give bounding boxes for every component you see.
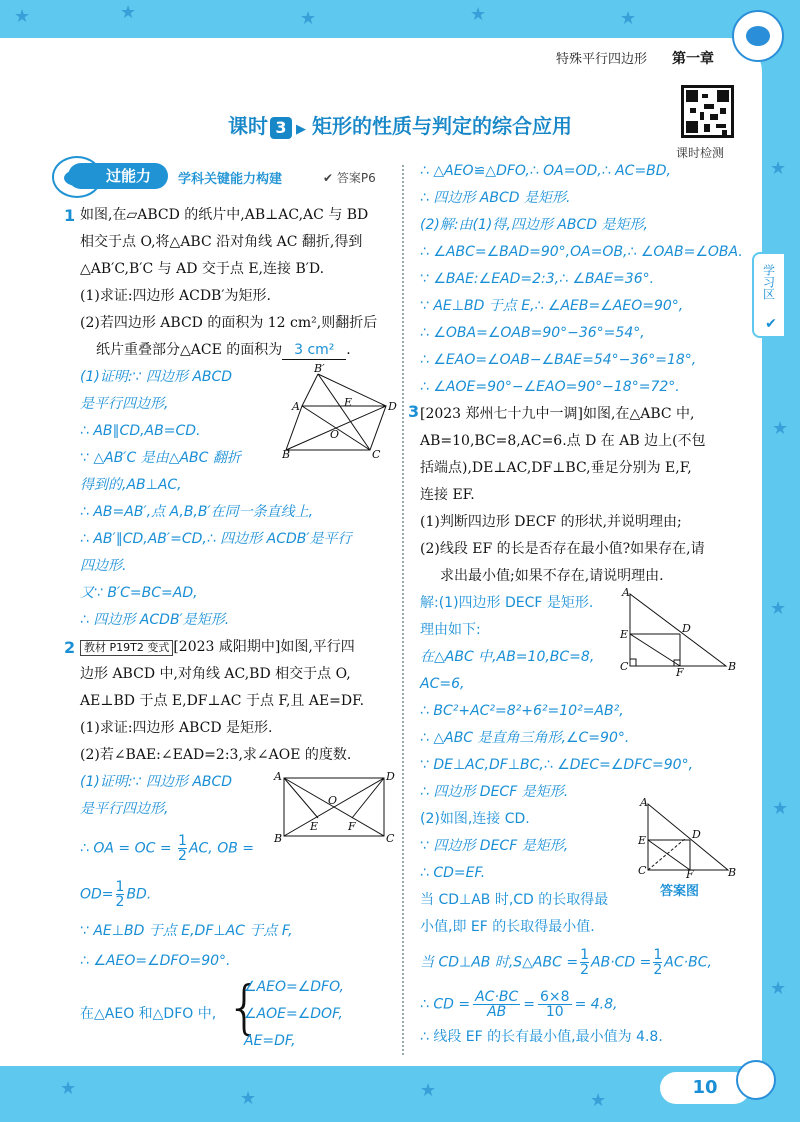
svg-text:E: E bbox=[310, 820, 319, 833]
star-decoration: ★ bbox=[240, 1088, 257, 1109]
star-decoration: ★ bbox=[14, 6, 31, 27]
svg-text:C: C bbox=[638, 864, 647, 877]
svg-text:C: C bbox=[372, 448, 381, 458]
q3-answer-line: (2)如图,连接 CD. bbox=[420, 811, 530, 827]
q2-line-text: [2023 咸阳期中]如图,平行四 bbox=[173, 639, 355, 655]
svg-text:D: D bbox=[692, 828, 701, 841]
system-line: ∠AOE=∠DOF, bbox=[244, 1006, 343, 1022]
triangle-icon: ▶ bbox=[296, 122, 306, 137]
figure-caption: 答案图 bbox=[660, 884, 700, 899]
brace-symbol: { bbox=[226, 973, 263, 1041]
q3-answer-line: ∴ CD=EF. bbox=[420, 865, 486, 881]
fraction-half bbox=[178, 834, 187, 863]
question-number: 1 bbox=[64, 206, 76, 225]
q3-answer-line: ∴ △ABC 是直角三角形,∠C=90°. bbox=[420, 730, 630, 746]
qr-label: 课时检测 bbox=[676, 146, 725, 160]
svg-text:A: A bbox=[274, 770, 282, 783]
star-decoration: ★ bbox=[420, 1080, 437, 1101]
q2-line: (1)求证:四边形 ABCD 是矩形. bbox=[80, 720, 273, 736]
textbook-tag: 教材 P19T2 变式 bbox=[80, 640, 173, 656]
star-decoration: ★ bbox=[770, 598, 787, 619]
answer-reference: ✔ 答案P6 bbox=[323, 171, 376, 185]
star-decoration: ★ bbox=[300, 8, 317, 29]
page-title bbox=[0, 110, 800, 139]
fraction-numerator: 1 bbox=[580, 947, 589, 963]
q3-answer-text: 当 CD⊥AB 时,S△ABC = bbox=[420, 954, 579, 971]
q2-rectangle-figure bbox=[270, 768, 398, 844]
q3-line: 求出最小值;如果不存在,请说明理由. bbox=[440, 568, 664, 584]
svg-text:D: D bbox=[388, 400, 397, 413]
svg-text:B: B bbox=[728, 866, 737, 878]
q2-answer-line: ∵ AE⊥BD 于点 E,DF⊥AC 于点 F, bbox=[80, 923, 293, 939]
q3-answer-line: ∴ 四边形 DECF 是矩形. bbox=[420, 784, 569, 800]
page-number: 10 bbox=[660, 1072, 750, 1104]
q1-answer-line: ∴ AB∥CD,AB=CD. bbox=[80, 423, 201, 439]
q3-answer-line: ∴ 线段 EF 的长有最小值,最小值为 4.8. bbox=[420, 1029, 663, 1045]
q3-answer-line: 小值,即 EF 的长取得最小值. bbox=[420, 919, 595, 935]
q2-answer-line bbox=[80, 880, 151, 909]
q2-line: (2)若∠BAE:∠EAD=2:3,求∠AOE 的度数. bbox=[80, 747, 352, 763]
q3-answer-text: ∴ CD = bbox=[420, 996, 471, 1013]
qr-code-icon[interactable] bbox=[681, 85, 734, 138]
ability-badge: 过能力 bbox=[68, 163, 168, 189]
q3-line: 括端点),DE⊥AC,DF⊥BC,垂足分别为 E,F, bbox=[420, 460, 692, 476]
fraction-denominator: 2 bbox=[653, 962, 663, 978]
q3-answer-line: ∴ BC²+AC²=8²+6²=10²=AB², bbox=[420, 703, 624, 719]
svg-text:E: E bbox=[620, 628, 629, 641]
fraction-half bbox=[653, 948, 662, 977]
title-prefix: 课时 bbox=[228, 114, 268, 138]
fraction-half bbox=[116, 880, 125, 909]
q2-line: 边形 ABCD 中,对角线 AC,BD 相交于点 O, bbox=[80, 666, 351, 682]
q1-line: 如图,在▱ABCD 的纸片中,AB⊥AC,AC 与 BD bbox=[80, 207, 369, 223]
q3-answer-line: ∵ DE⊥AC,DF⊥BC,∴ ∠DEC=∠DFC=90°, bbox=[420, 757, 694, 773]
svg-text:F: F bbox=[348, 820, 356, 833]
star-decoration: ★ bbox=[470, 4, 487, 25]
q1-answer-line: ∴ AB′∥CD,AB′=CD,∴ 四边形 ACDB′是平行 bbox=[80, 531, 352, 547]
mascot-icon bbox=[736, 1060, 776, 1100]
check-icon: ✔ bbox=[763, 316, 779, 332]
svg-text:F: F bbox=[676, 666, 684, 676]
q1-answer-line: 得到的,AB⊥AC, bbox=[80, 477, 182, 493]
svg-text:C: C bbox=[386, 832, 395, 844]
q1-line: 相交于点 O,将△ABC 沿对角线 AC 翻折,得到 bbox=[80, 234, 363, 250]
q1-line: (1)求证:四边形 ACDB′为矩形. bbox=[80, 288, 271, 304]
q3-answer-text: = 4.8, bbox=[574, 996, 618, 1013]
star-decoration: ★ bbox=[772, 798, 789, 819]
star-decoration: ★ bbox=[60, 1078, 77, 1099]
answer-reference-text: 答案P6 bbox=[336, 171, 376, 185]
star-decoration: ★ bbox=[772, 418, 789, 439]
system-line: AE=DF, bbox=[244, 1033, 296, 1049]
q2-answer-text: BD. bbox=[126, 886, 152, 903]
q3-line: (2)线段 EF 的长是否存在最小值?如果存在,请 bbox=[420, 541, 705, 557]
svg-text:D: D bbox=[682, 622, 691, 635]
svg-text:C: C bbox=[620, 660, 629, 673]
q3-answer-line: AC=6, bbox=[420, 676, 465, 692]
side-tab-label: 学习区 bbox=[761, 264, 776, 300]
q2-answer-text: AC, OB = bbox=[188, 840, 254, 857]
fraction-denominator: 2 bbox=[115, 894, 125, 910]
star-decoration: ★ bbox=[770, 978, 787, 999]
q2-continued-line: ∴ △AEO≌△DFO,∴ OA=OD,∴ AC=BD, bbox=[420, 163, 672, 179]
fraction-cd bbox=[473, 990, 520, 1019]
q1-answer-line: ∵ △AB′C 是由△ABC 翻折 bbox=[80, 450, 241, 466]
q2-continued-line: ∴ ∠OBA=∠OAB=90°−36°=54°, bbox=[420, 325, 645, 341]
q3-line: [2023 郑州七十九中一调]如图,在△ABC 中, bbox=[420, 406, 695, 422]
q1-answer-line: (1)证明:∵ 四边形 ABCD bbox=[80, 369, 233, 385]
q3-answer-line: 解:(1)四边形 DECF 是矩形. bbox=[420, 595, 594, 611]
q3-answer-text: AC·BC, bbox=[664, 954, 712, 971]
q2-continued-line: ∵ ∠BAE:∠EAD=2:3,∴ ∠BAE=36°. bbox=[420, 271, 655, 287]
q1-line: 纸片重叠部分△ACE 的面积为 3 cm² . bbox=[96, 342, 351, 358]
svg-text:F: F bbox=[686, 868, 694, 878]
fraction-numerator: AC·BC bbox=[475, 989, 519, 1005]
star-decoration: ★ bbox=[770, 158, 787, 179]
q3-answer-line: ∵ 四边形 DECF 是矩形, bbox=[420, 838, 569, 854]
svg-text:E: E bbox=[638, 834, 647, 847]
question-number: 2 bbox=[64, 638, 76, 657]
fraction-denominator: 2 bbox=[178, 848, 187, 864]
column-divider bbox=[402, 165, 404, 1055]
q2-answer-text: OD= bbox=[80, 886, 114, 903]
svg-text:A: A bbox=[640, 798, 648, 809]
svg-text:A: A bbox=[292, 400, 300, 413]
q3-answer-text: AB·CD = bbox=[591, 954, 652, 971]
star-decoration: ★ bbox=[120, 2, 137, 23]
q1-line: △AB′C,B′C 与 AD 交于点 E,连接 B′D. bbox=[80, 261, 325, 277]
svg-text:B: B bbox=[274, 832, 283, 844]
fraction-denominator: AB bbox=[487, 1004, 507, 1020]
q1-parallelogram-figure bbox=[282, 362, 400, 458]
q2-line bbox=[80, 638, 355, 656]
q2-continued-line: ∵ AE⊥BD 于点 E,∴ ∠AEB=∠AEO=90°, bbox=[420, 298, 684, 314]
fraction-denominator: 2 bbox=[580, 962, 589, 978]
svg-text:A: A bbox=[622, 588, 630, 599]
svg-text:D: D bbox=[386, 770, 395, 783]
q3-answer-figure bbox=[634, 798, 738, 878]
q2-continued-line: ∴ ∠AOE=90°−∠EAO=90°−18°=72°. bbox=[420, 379, 680, 395]
fraction-numerator: 6×8 bbox=[540, 989, 570, 1005]
q3-answer-line bbox=[420, 948, 712, 977]
q2-answer-line: ∴ ∠AEO=∠DFO=90°. bbox=[80, 953, 231, 969]
fraction-numerator: 1 bbox=[115, 879, 125, 895]
q2-continued-line: (2)解:由(1)得,四边形 ABCD 是矩形, bbox=[420, 217, 648, 233]
system-line: ∠AEO=∠DFO, bbox=[244, 979, 345, 995]
fraction-numerator: 1 bbox=[178, 833, 187, 849]
title-number: 3 bbox=[270, 117, 292, 139]
svg-text:O: O bbox=[328, 794, 338, 807]
q3-answer-line: 理由如下: bbox=[420, 622, 481, 638]
q1-line: (2)若四边形 ABCD 的面积为 12 cm²,则翻折后 bbox=[80, 315, 378, 331]
q2-answer-line: (1)证明:∵ 四边形 ABCD bbox=[80, 774, 233, 790]
svg-text:B′: B′ bbox=[314, 362, 325, 375]
q3-answer-line: ∴ CD = $\frac{AC\cdot BC}{AB}$ = $\frac{6\times 8}{10}$ = 4.8, bbox=[420, 989, 618, 1020]
q1-answer-line: 四边形. bbox=[80, 558, 127, 574]
svg-text:B: B bbox=[282, 448, 291, 458]
q3-line: 连接 EF. bbox=[420, 487, 475, 503]
star-decoration: ★ bbox=[590, 1090, 607, 1111]
q1-answer-line: 又∵ B′C=BC=AD, bbox=[80, 585, 198, 601]
question-number: 3 bbox=[408, 402, 420, 421]
fraction-value bbox=[538, 990, 572, 1019]
q2-continued-line: ∴ ∠EAO=∠OAB−∠BAE=54°−36°=18°, bbox=[420, 352, 697, 368]
q2-answer-line: 在△AEO 和△DFO 中, bbox=[80, 1006, 217, 1022]
q3-answer-line: 当 CD⊥AB 时,CD 的长取得最 bbox=[420, 892, 609, 908]
svg-text:O: O bbox=[330, 428, 340, 441]
svg-text:B: B bbox=[728, 660, 737, 673]
header-section: 特殊平行四边形 bbox=[556, 52, 648, 67]
q2-continued-line: ∴ 四边形 ABCD 是矩形. bbox=[420, 190, 571, 206]
title-text: 矩形的性质与判定的综合应用 bbox=[312, 114, 572, 138]
header-chapter: 第一章 bbox=[672, 51, 714, 67]
q1-answer-line: ∴ AB=AB′,点 A,B,B′在同一条直线上, bbox=[80, 504, 314, 520]
q2-answer-text: ∴ OA = OC = bbox=[80, 840, 177, 857]
q3-answer-line: 在△ABC 中,AB=10,BC=8, bbox=[420, 649, 595, 665]
q1-answer-line: ∴ 四边形 ACDB′是矩形. bbox=[80, 612, 230, 628]
q2-line: AE⊥BD 于点 E,DF⊥AC 于点 F,且 AE=DF. bbox=[80, 693, 365, 709]
q1-line-text: 纸片重叠部分△ACE 的面积为 bbox=[96, 342, 283, 358]
fraction-half bbox=[580, 948, 589, 977]
banner-subtitle: 学科关键能力构建 bbox=[178, 172, 283, 187]
answer-blank: 3 cm² bbox=[282, 341, 346, 360]
q1-answer-line: 是平行四边形, bbox=[80, 396, 169, 412]
q3-line: (1)判断四边形 DECF 的形状,并说明理由; bbox=[420, 514, 682, 530]
fraction-numerator: 1 bbox=[653, 947, 663, 963]
q3-triangle-figure bbox=[618, 588, 742, 676]
svg-text:E: E bbox=[344, 396, 353, 409]
mascot-logo-icon bbox=[732, 10, 784, 62]
star-decoration: ★ bbox=[620, 8, 637, 29]
fraction-denominator: 10 bbox=[545, 1004, 564, 1020]
side-tab-study-area[interactable] bbox=[752, 252, 786, 338]
q2-answer-line: 是平行四边形, bbox=[80, 801, 169, 817]
q2-answer-line bbox=[80, 834, 254, 863]
q3-line: AB=10,BC=8,AC=6.点 D 在 AB 边上(不包 bbox=[420, 433, 706, 449]
q2-continued-line: ∴ ∠ABC=∠BAD=90°,OA=OB,∴ ∠OAB=∠OBA. bbox=[420, 244, 743, 260]
